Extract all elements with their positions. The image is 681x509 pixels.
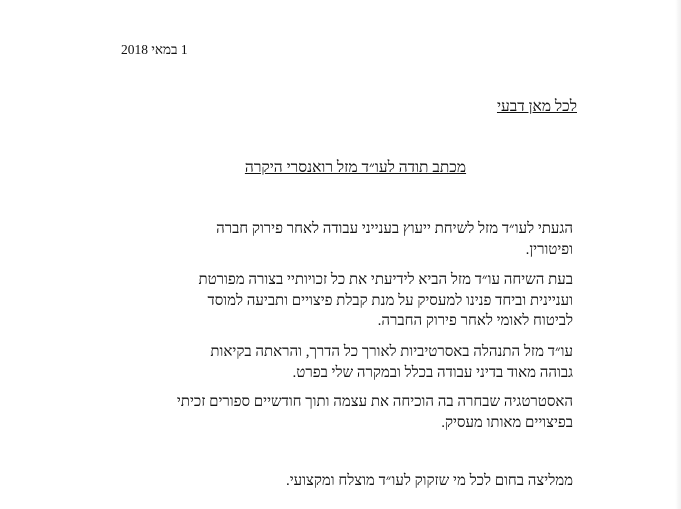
letter-paragraph-3 (103, 342, 573, 383)
letter-paragraph-2 (103, 270, 573, 332)
letter-recipient: לכל מאן דבעי (496, 98, 577, 115)
paragraph-line: האסטרטגיה שבחרה בה הוכיחה את עצמה ותוך חודשיים ספורים זכיתי (176, 394, 573, 410)
paragraph-line: בפיצויים מאותו מעסיק. (441, 414, 573, 431)
paragraph-line: ופיטורין. (525, 241, 573, 258)
letter-date: 1 במאי 2018 (121, 42, 188, 57)
page-edge-shadow (675, 0, 681, 509)
paragraph-line: ממליצה בחום לכל מי שזקוק לעו״ד מוצלח ומקצועי. (285, 473, 573, 489)
paragraph-line: לביטוח לאומי לאחר פירוק החברה. (377, 313, 573, 329)
letter-title: מכתב תודה לעו״ד מזל רואנסרי היקרה (244, 159, 467, 176)
paragraph-line: עו״ד מזל התנהלה באסרטיביות לאורך כל הדרך, והראתה בקיאות (210, 344, 573, 360)
paragraph-line: ועניינית וביחד פנינו למעסיק על מנת קבלת פיצויים ותביעה למוסד (207, 292, 573, 309)
letter-paragraph-4 (103, 392, 573, 433)
letter-paragraph-1 (103, 219, 573, 260)
paragraph-line: בעת השיחה עו״ד מזל הביא לידיעתי את כל זכויותיי בצורה מפורטת (198, 272, 573, 288)
paragraph-line: גבוהה מאוד בדיני עבודה בכלל ובמקרה שלי בפרט. (292, 364, 573, 381)
paragraph-line: הגעתי לעו״ד מזל לשיחת ייעוץ בענייני עבודה לאחר פירוק חברה (216, 221, 573, 237)
letter-paragraph-5 (103, 471, 573, 492)
